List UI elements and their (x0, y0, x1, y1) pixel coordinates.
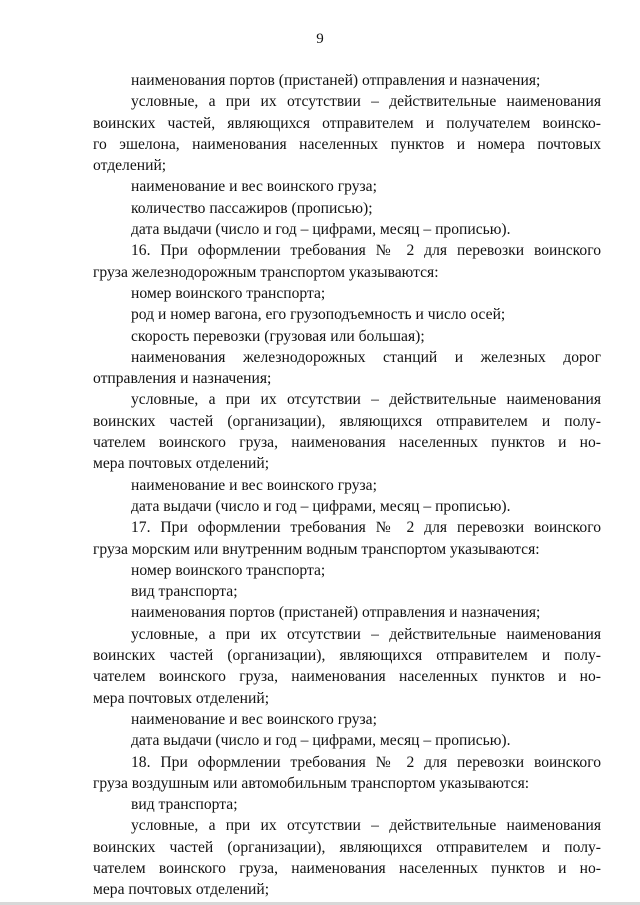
text-line: отделений; (93, 157, 167, 175)
text-line: чателем воинского груза, наименования населенных пунктов и но- (93, 434, 601, 452)
text-line: номер воинского транспорта; (131, 284, 326, 302)
text-line: вид транспорта; (131, 583, 238, 601)
text-line: условные, а при их отсутствии – действительные наименования (131, 625, 601, 643)
page-number: 9 (316, 31, 324, 47)
text-line: скорость перевозки (грузовая или большая); (131, 327, 425, 345)
text-line: груза морским или внутренним водным транспортом указываются: (93, 540, 540, 558)
text-line: чателем воинского груза, наименования населенных пунктов и но- (93, 859, 601, 877)
text-line: номер воинского транспорта; (131, 561, 326, 579)
text-line: мера почтовых отделений; (93, 881, 270, 899)
text-line: чателем воинского груза, наименования населенных пунктов и но- (93, 668, 601, 686)
text-line: условные, а при их отсутствии – действительные наименования (131, 817, 601, 835)
text-line: 18. При оформлении требования № 2 для перевозки воинского (131, 753, 601, 771)
text-line: род и номер вагона, его грузоподъемность и число осей; (131, 306, 506, 324)
text-line: груза железнодорожным транспортом указываются: (93, 263, 439, 281)
text-line: условные, а при их отсутствии – действительные наименования (131, 93, 601, 111)
text-line: дата выдачи (число и год – цифрами, месяц – прописью). (131, 221, 511, 239)
text-line: 16. При оформлении требования № 2 для перевозки воинского (131, 242, 601, 260)
text-line: воинских частей (организации), являющихся отправителем и полу- (93, 412, 601, 430)
text-line: наименования железнодорожных станций и железных дорог (131, 348, 601, 366)
text-line: наименование и вес воинского груза; (131, 710, 377, 728)
text-line: дата выдачи (число и год – цифрами, месяц – прописью). (131, 732, 511, 750)
text-line: наименование и вес воинского груза; (131, 476, 377, 494)
text-line: дата выдачи (число и год – цифрами, месяц – прописью). (131, 497, 511, 515)
text-line: воинских частей, являющихся отправителем и получателем воинско- (93, 114, 601, 132)
text-line: мера почтовых отделений; (93, 455, 270, 473)
text-line: наименование и вес воинского груза; (131, 178, 377, 196)
text-line: условные, а при их отсутствии – действительные наименования (131, 391, 601, 409)
text-line: вид транспорта; (131, 796, 238, 814)
text-line: наименования портов (пристаней) отправления и назначения; (131, 604, 541, 622)
text-line: мера почтовых отделений; (93, 689, 270, 707)
text-line: го эшелона, наименования населенных пунктов и номера почтовых (93, 135, 601, 153)
text-line: воинских частей (организации), являющихся отправителем и полу- (93, 647, 601, 665)
text-line: 17. При оформлении требования № 2 для перевозки воинского (131, 519, 601, 537)
text-line: наименования портов (пристаней) отправления и назначения; (131, 72, 541, 89)
text-line: отправления и назначения; (93, 370, 272, 388)
text-line: количество пассажиров (прописью); (131, 199, 373, 217)
text-line: воинских частей (организации), являющихся отправителем и полу- (93, 838, 601, 856)
document-body (93, 70, 601, 901)
text-line: груза воздушным или автомобильным транспортом указываются: (93, 774, 530, 792)
